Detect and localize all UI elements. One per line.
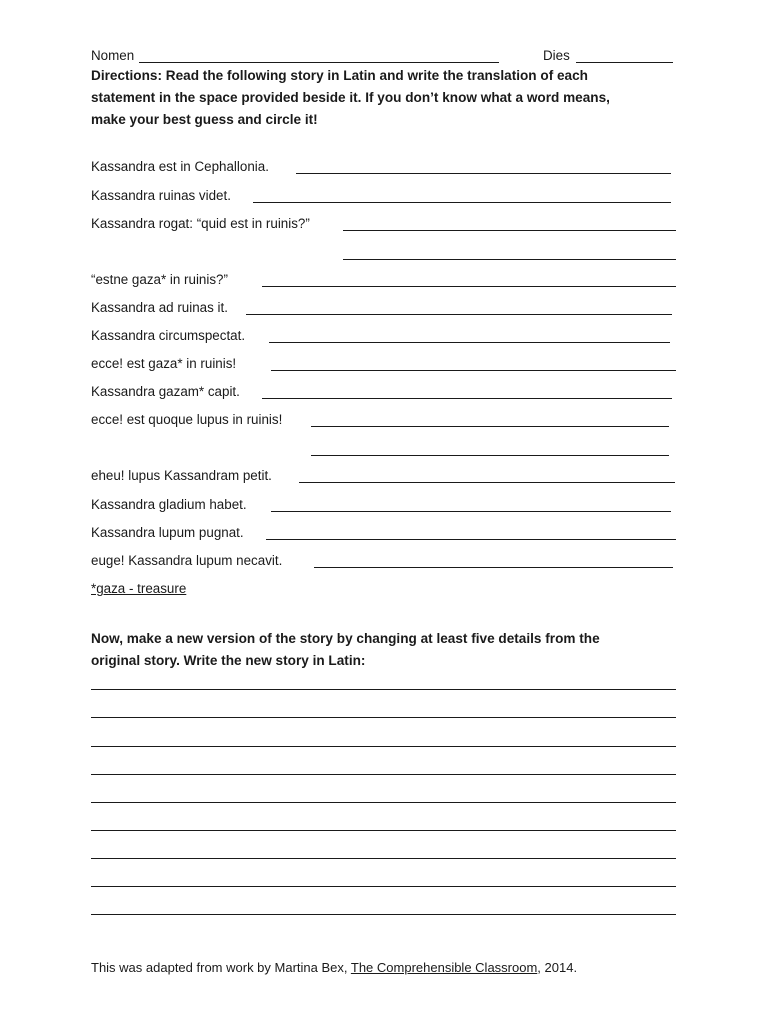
date-label: Dies xyxy=(543,48,570,63)
name-blank[interactable] xyxy=(139,62,499,63)
attribution-prefix: This was adapted from work by Martina Bex, xyxy=(91,960,351,975)
attribution-link[interactable]: The Comprehensible Classroom xyxy=(350,960,538,975)
story-line-2: Kassandra ruinas videt. xyxy=(91,188,231,203)
writing-line-5[interactable] xyxy=(91,802,676,803)
translation-blank-11[interactable] xyxy=(271,511,671,512)
directions-line-2: statement in the space provided beside it. If you don’t know what a word means, xyxy=(91,90,610,105)
writing-line-9[interactable] xyxy=(91,914,676,915)
story-line-1: Kassandra est in Cephallonia. xyxy=(91,159,269,174)
writing-line-4[interactable] xyxy=(91,774,676,775)
writing-line-7[interactable] xyxy=(91,858,676,859)
translation-blank-3b[interactable] xyxy=(343,259,676,260)
story-line-9: ecce! est quoque lupus in ruinis! xyxy=(91,412,283,427)
translation-blank-8[interactable] xyxy=(262,398,672,399)
translation-blank-4[interactable] xyxy=(262,286,676,287)
translation-blank-13[interactable] xyxy=(314,567,673,568)
attribution-suffix: , 2014. xyxy=(537,960,578,975)
story-line-10: eheu! lupus Kassandram petit. xyxy=(91,468,272,483)
story-line-12: Kassandra lupum pugnat. xyxy=(91,525,244,540)
writing-line-1[interactable] xyxy=(91,689,676,690)
translation-blank-5[interactable] xyxy=(246,314,672,315)
translation-blank-9b[interactable] xyxy=(311,455,669,456)
translation-blank-10[interactable] xyxy=(299,482,675,483)
footnote: *gaza - treasure xyxy=(91,581,187,596)
writing-line-6[interactable] xyxy=(91,830,676,831)
story-line-7: ecce! est gaza* in ruinis! xyxy=(91,356,237,371)
writing-line-2[interactable] xyxy=(91,717,676,718)
translation-blank-6[interactable] xyxy=(269,342,670,343)
task-line-2: original story. Write the new story in Latin: xyxy=(91,653,366,668)
translation-blank-7[interactable] xyxy=(271,370,676,371)
writing-line-3[interactable] xyxy=(91,746,676,747)
translation-blank-2[interactable] xyxy=(253,202,671,203)
directions-line-3: make your best guess and circle it! xyxy=(91,112,318,127)
date-blank[interactable] xyxy=(576,62,673,63)
task-line-1: Now, make a new version of the story by changing at least five details from the xyxy=(91,631,600,646)
story-line-13: euge! Kassandra lupum necavit. xyxy=(91,553,283,568)
story-line-11: Kassandra gladium habet. xyxy=(91,497,247,512)
story-line-6: Kassandra circumspectat. xyxy=(91,328,246,343)
directions-line-1: Directions: Read the following story in Latin and write the translation of each xyxy=(91,68,588,83)
story-line-8: Kassandra gazam* capit. xyxy=(91,384,240,399)
translation-blank-1[interactable] xyxy=(296,173,671,174)
attribution xyxy=(91,960,577,976)
name-label: Nomen xyxy=(91,48,135,63)
story-line-5: Kassandra ad ruinas it. xyxy=(91,300,228,315)
story-line-3: Kassandra rogat: “quid est in ruinis?” xyxy=(91,216,310,231)
translation-blank-12[interactable] xyxy=(266,539,676,540)
translation-blank-9[interactable] xyxy=(311,426,669,427)
story-line-4: “estne gaza* in ruinis?” xyxy=(91,272,228,287)
translation-blank-3[interactable] xyxy=(343,230,676,231)
writing-line-8[interactable] xyxy=(91,886,676,887)
